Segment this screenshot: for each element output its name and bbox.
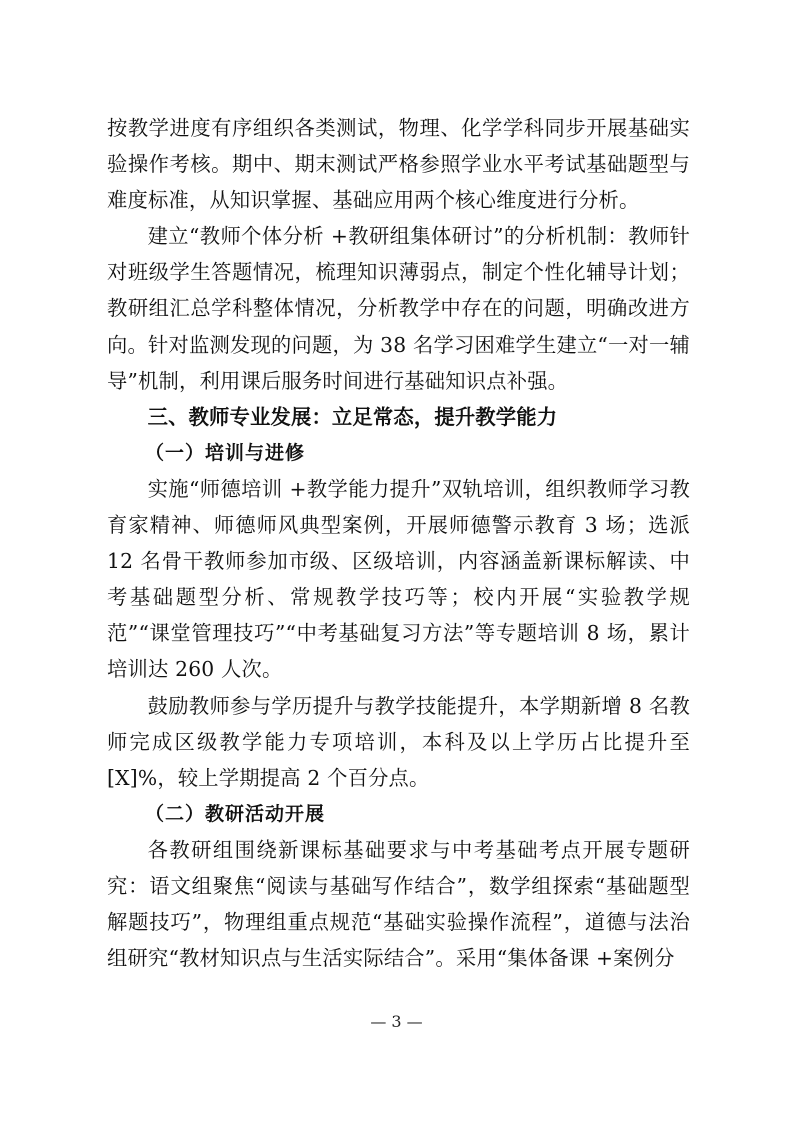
paragraph-dual-track-training: 实施“师德培训 +教学能力提升”双轨培训，组织教师学习教育家精神、师德师风典型案例，开展师德警示教育 3 场；选派 12 名骨干教师参加市级、区级培训，内容涵盖新课标解读、中考基础题型分析、常规教学技巧等；校内开展“实验教学规范”“课堂管理技巧”“中考基础复习方法”等专题培训 8 场，累计培训达 260 人次。 — [107, 476, 690, 682]
subsection-heading-training: （一）培训与进修 — [145, 441, 306, 464]
section-heading-teacher-development: 三、教师专业发展：立足常态，提升教学能力 — [147, 404, 558, 429]
page-number: — 3 — — [370, 1012, 423, 1031]
paragraph-testing-organization: 按教学进度有序组织各类测试，物理、化学学科同步开展基础实验操作考核。期中、期末测试严格参照学业水平考试基础题型与难度标准，从知识掌握、基础应用两个核心维度进行分析。 — [107, 116, 690, 213]
document-body — [107, 110, 690, 976]
subsection-heading-teaching-research: （二）教研活动开展 — [145, 802, 326, 825]
paragraph-qualification-improvement: 鼓励教师参与学历提升与教学技能提升，本学期新增 8 名教师完成区级教学能力专项培训，本科及以上学历占比提升至 [X]%，较上学期提高 2 个百分点。 — [107, 693, 690, 790]
paragraph-research-groups: 各教研组围绕新课标基础要求与中考基础考点开展专题研究：语文组聚焦“阅读与基础写作结合”，数学组探索“基础题型解题技巧”，物理组重点规范“基础实验操作流程”，道德与法治组研究“教材知识点与生活实际结合”。采用“集体备课 +案例分 — [107, 837, 690, 971]
paragraph-analysis-mechanism: 建立“教师个体分析 +教研组集体研讨”的分析机制：教师针对班级学生答题情况，梳理知识薄弱点，制定个性化辅导计划；教研组汇总学科整体情况，分析教学中存在的问题，明确改进方向。针对监测发现的问题，为 38 名学习困难学生建立“一对一辅导”机制，利用课后服务时间进行基础知识点补强。 — [107, 224, 690, 393]
